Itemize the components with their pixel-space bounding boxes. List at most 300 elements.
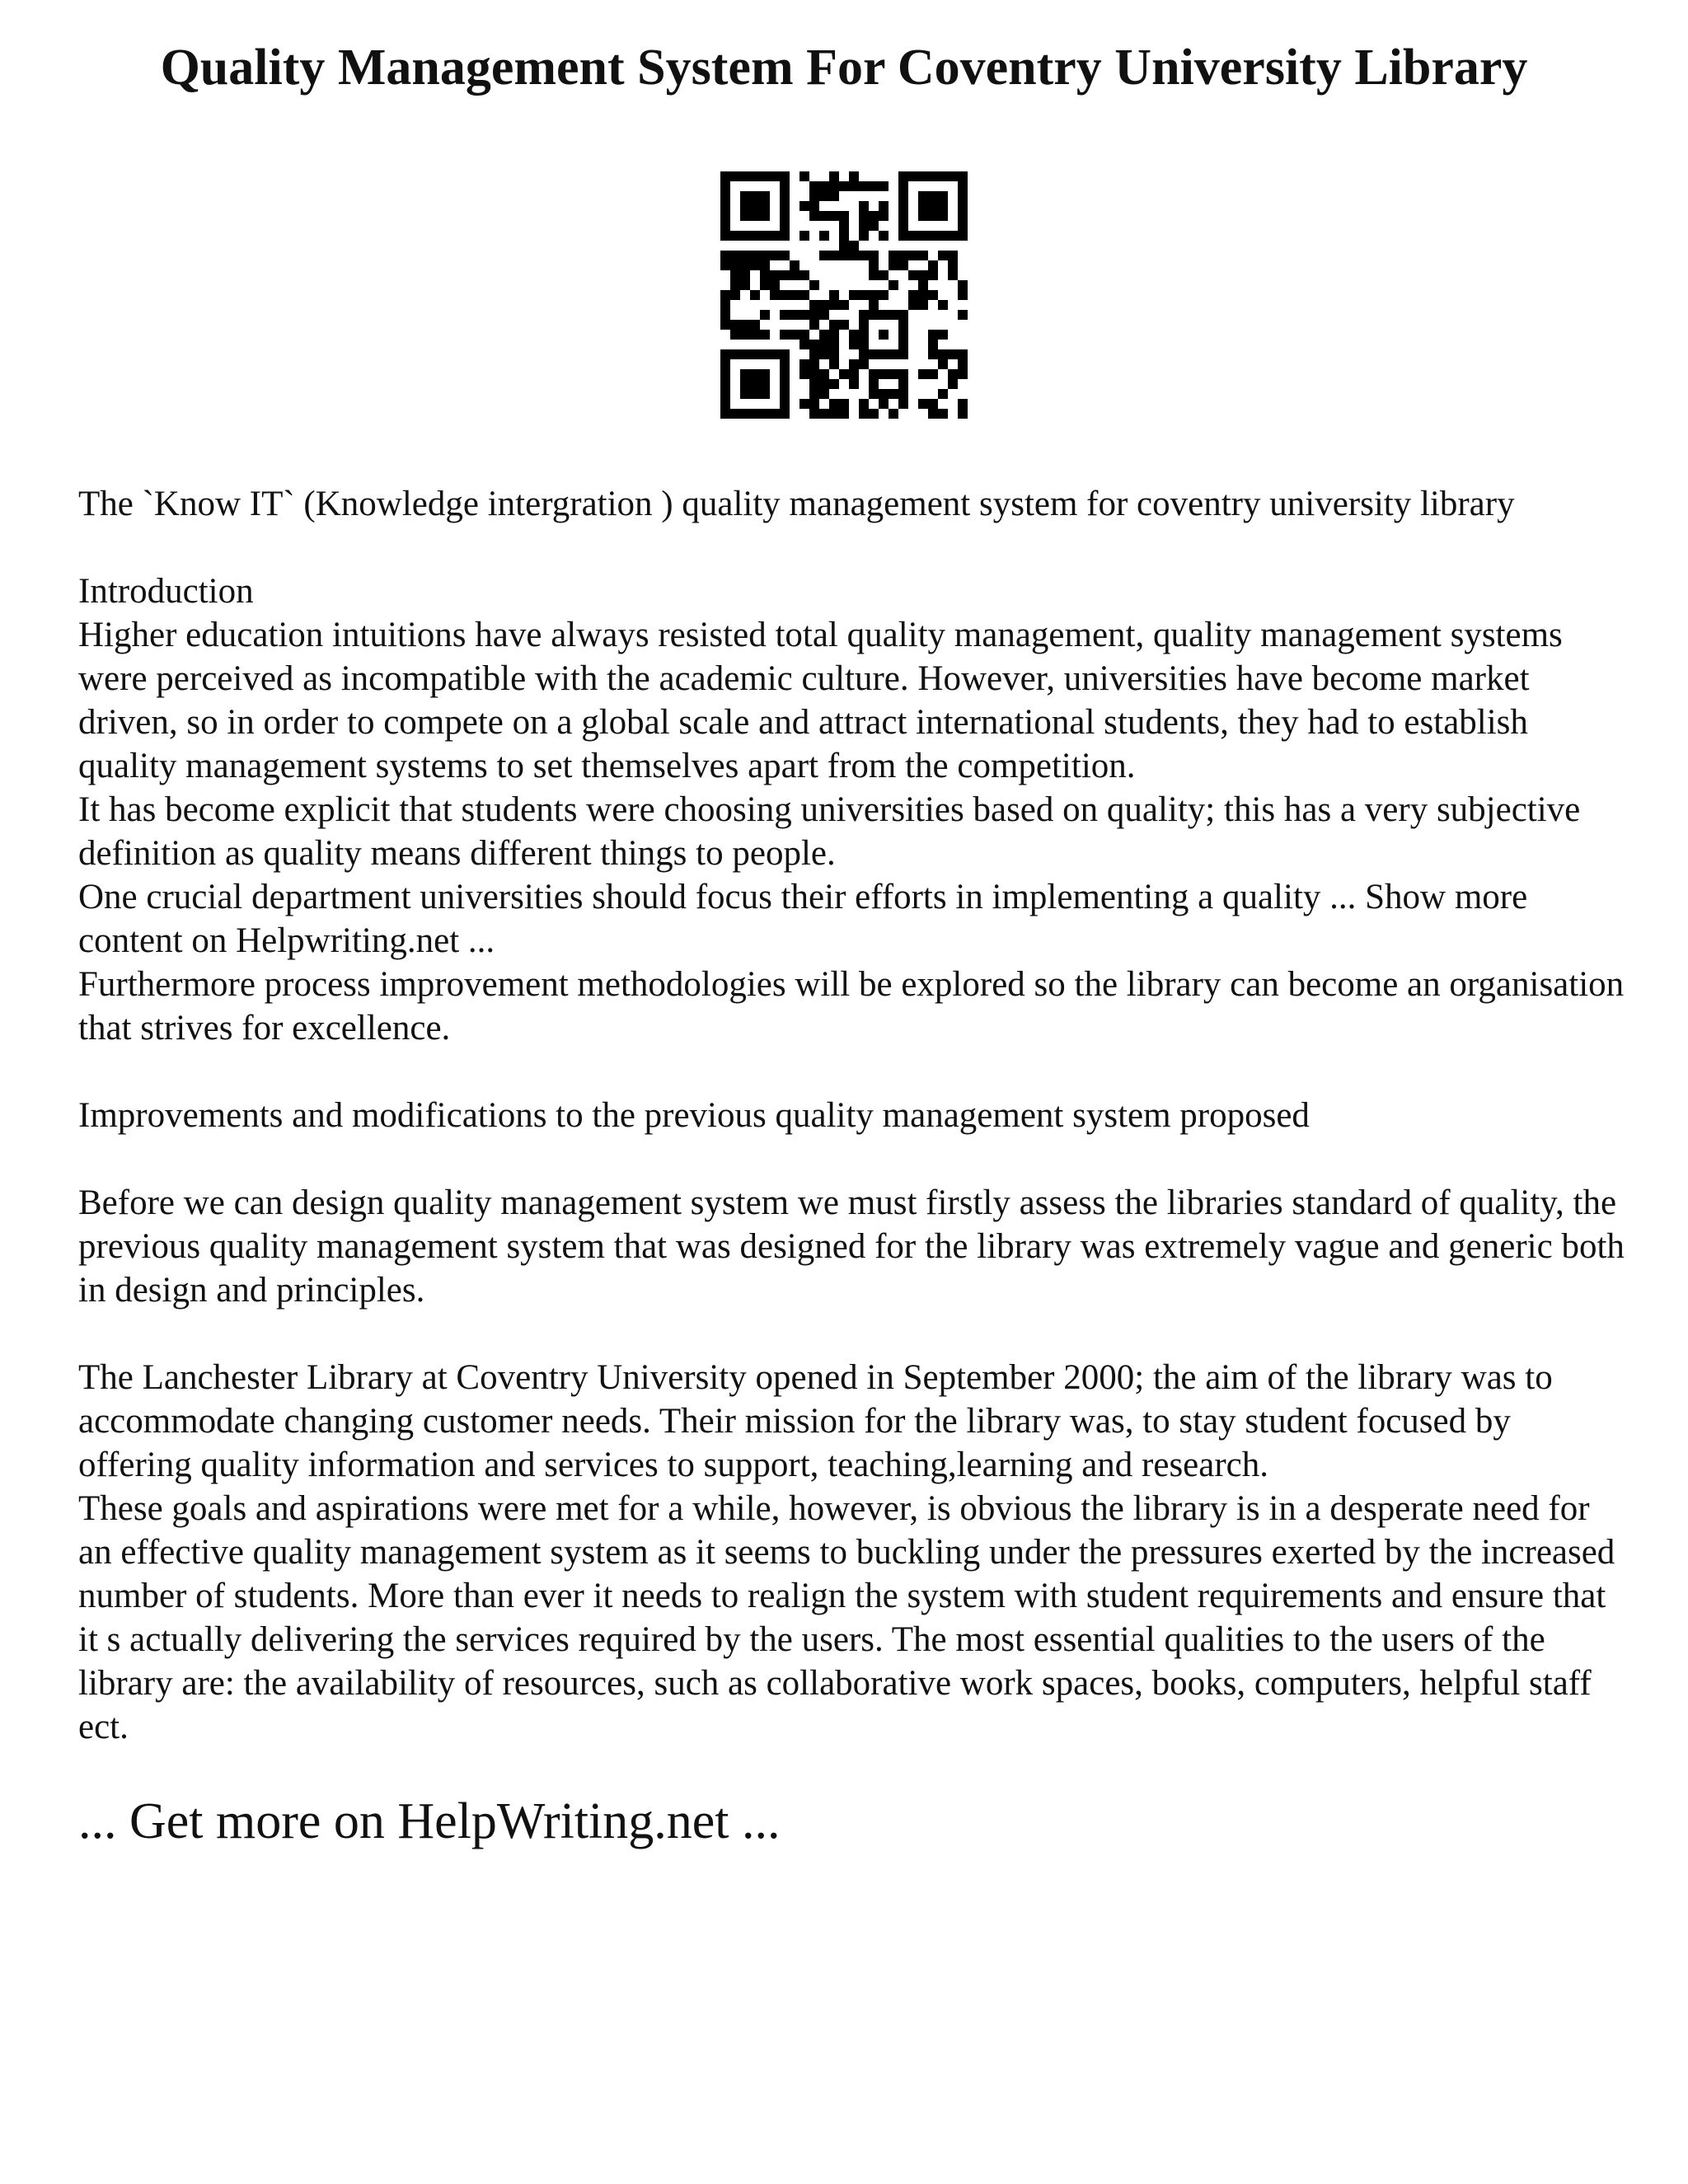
qr-module	[849, 369, 859, 379]
qr-module	[918, 300, 928, 310]
qr-module	[760, 260, 770, 270]
qr-module	[918, 251, 928, 260]
qr-module	[958, 181, 968, 191]
qr-module	[938, 201, 948, 211]
qr-module	[819, 379, 829, 389]
qr-module	[809, 389, 819, 399]
qr-module	[938, 389, 948, 399]
qr-module	[740, 270, 750, 280]
qr-module	[799, 310, 809, 320]
qr-module	[938, 300, 948, 310]
qr-module	[898, 201, 908, 211]
qr-module	[958, 171, 968, 181]
qr-module	[740, 349, 750, 359]
qr-module	[780, 181, 790, 191]
qr-module	[928, 211, 938, 221]
qr-module	[720, 251, 730, 260]
qr-module	[819, 409, 829, 419]
qr-module	[849, 290, 859, 300]
qr-module	[740, 280, 750, 290]
qr-module	[780, 221, 790, 231]
qr-module	[730, 270, 740, 280]
qr-module	[938, 191, 948, 201]
qr-module	[918, 270, 928, 280]
qr-module	[740, 389, 750, 399]
qr-module	[790, 290, 799, 300]
qr-module	[928, 369, 938, 379]
qr-module	[879, 369, 889, 379]
qr-module	[780, 379, 790, 389]
qr-module	[730, 280, 740, 290]
qr-module	[898, 171, 908, 181]
qr-module	[799, 369, 809, 379]
qr-module	[780, 409, 790, 419]
qr-module	[869, 369, 879, 379]
qr-module	[720, 300, 730, 310]
qr-module	[958, 231, 968, 241]
qr-module	[750, 231, 760, 241]
qr-module	[869, 300, 879, 310]
qr-module	[740, 260, 750, 270]
qr-module	[958, 221, 968, 231]
qr-module	[730, 171, 740, 181]
qr-module	[889, 260, 898, 270]
qr-module	[780, 389, 790, 399]
qr-module	[750, 251, 760, 260]
qr-module	[780, 349, 790, 359]
qr-module	[799, 340, 809, 349]
qr-module	[750, 349, 760, 359]
qr-module	[839, 409, 849, 419]
qr-module	[859, 330, 869, 340]
qr-module	[760, 330, 770, 340]
qr-module	[809, 349, 819, 359]
qr-module	[829, 399, 839, 409]
qr-module	[948, 349, 958, 359]
qr-module	[958, 399, 968, 409]
qr-module	[869, 211, 879, 221]
qr-code-icon	[720, 171, 968, 419]
qr-module	[780, 359, 790, 369]
qr-module	[918, 280, 928, 290]
qr-module	[740, 231, 750, 241]
qr-module	[780, 310, 790, 320]
qr-module	[928, 201, 938, 211]
qr-module	[958, 359, 968, 369]
qr-module	[918, 231, 928, 241]
qr-module	[839, 251, 849, 260]
qr-module	[859, 201, 869, 211]
qr-module	[760, 280, 770, 290]
qr-module	[750, 211, 760, 221]
qr-module	[879, 181, 889, 191]
qr-module	[790, 330, 799, 340]
qr-module	[809, 310, 819, 320]
qr-module	[859, 409, 869, 419]
qr-module	[740, 191, 750, 201]
qr-module	[879, 201, 889, 211]
qr-module	[928, 340, 938, 349]
qr-module	[898, 221, 908, 231]
qr-module	[819, 389, 829, 399]
qr-module	[928, 270, 938, 280]
qr-module	[859, 181, 869, 191]
qr-module	[948, 171, 958, 181]
qr-module	[720, 409, 730, 419]
qr-module	[898, 211, 908, 221]
qr-module	[889, 251, 898, 260]
qr-module	[928, 231, 938, 241]
qr-module	[859, 359, 869, 369]
qr-module	[780, 201, 790, 211]
qr-module	[889, 310, 898, 320]
qr-module	[898, 399, 908, 409]
qr-module	[898, 320, 908, 330]
qr-module	[948, 270, 958, 280]
qr-module	[740, 409, 750, 419]
body-paragraph: Before we can design quality management system we must firstly assess the libraries standard of quality, the previous quality management system that was designed for the library was extremely vague and generic both in design and principles.	[78, 1183, 1625, 1310]
qr-module	[809, 300, 819, 310]
qr-module	[750, 201, 760, 211]
qr-module	[770, 280, 780, 290]
qr-module	[740, 201, 750, 211]
qr-module	[819, 300, 829, 310]
qr-module	[770, 290, 780, 300]
qr-module	[809, 280, 819, 290]
qr-module	[819, 211, 829, 221]
qr-module	[809, 201, 819, 211]
qr-module	[918, 399, 928, 409]
subtitle-paragraph: The `Know IT` (Knowledge intergration ) quality management system for coventry university library	[78, 485, 1515, 523]
qr-module	[750, 191, 760, 201]
qr-module	[809, 340, 819, 349]
qr-module	[879, 330, 889, 340]
body-paragraph: It has become explicit that students were choosing universities based on quality; this has a very subjective definition as quality means different things to people.	[78, 790, 1581, 873]
qr-module	[720, 201, 730, 211]
qr-module	[740, 171, 750, 181]
qr-module	[928, 409, 938, 419]
qr-module	[730, 409, 740, 419]
qr-module	[898, 340, 908, 349]
qr-module	[859, 290, 869, 300]
qr-module	[790, 310, 799, 320]
qr-module	[780, 231, 790, 241]
qr-module	[839, 241, 849, 251]
qr-module	[720, 379, 730, 389]
qr-module	[730, 251, 740, 260]
qr-module	[799, 270, 809, 280]
qr-module	[760, 349, 770, 359]
qr-module	[948, 369, 958, 379]
qr-module	[958, 211, 968, 221]
qr-module	[898, 191, 908, 201]
qr-module	[720, 211, 730, 221]
qr-module	[809, 359, 819, 369]
qr-module	[898, 389, 908, 399]
qr-module	[720, 221, 730, 231]
qr-module	[928, 191, 938, 201]
qr-module	[720, 171, 730, 181]
qr-module	[750, 171, 760, 181]
qr-module	[750, 389, 760, 399]
qr-module	[898, 310, 908, 320]
qr-module	[740, 330, 750, 340]
qr-module	[809, 399, 819, 409]
qr-module	[869, 349, 879, 359]
qr-module	[938, 359, 948, 369]
qr-module	[829, 251, 839, 260]
qr-module	[819, 310, 829, 320]
qr-module	[849, 340, 859, 349]
qr-module	[869, 379, 879, 389]
qr-module	[720, 369, 730, 379]
qr-module	[938, 251, 948, 260]
qr-module	[799, 330, 809, 340]
qr-module	[829, 379, 839, 389]
qr-module	[760, 211, 770, 221]
qr-module	[938, 409, 948, 419]
qr-module	[859, 221, 869, 231]
qr-module	[889, 349, 898, 359]
qr-module	[859, 340, 869, 349]
qr-module	[770, 231, 780, 241]
body-paragraph: One crucial department universities should focus their efforts in implementing a quality ... Show more content on Helpwriting.net ...	[78, 878, 1528, 960]
qr-module	[958, 280, 968, 290]
qr-module	[809, 191, 819, 201]
qr-module	[898, 231, 908, 241]
qr-module	[770, 270, 780, 280]
qr-module	[908, 270, 918, 280]
qr-module	[898, 251, 908, 260]
qr-module	[938, 330, 948, 340]
qr-module	[730, 290, 740, 300]
qr-module	[829, 330, 839, 340]
section-heading-introduction: Introduction	[78, 572, 254, 611]
qr-module	[720, 290, 730, 300]
qr-module	[720, 389, 730, 399]
qr-module	[770, 171, 780, 181]
qr-module	[869, 389, 879, 399]
qr-module	[829, 320, 839, 330]
qr-module	[879, 389, 889, 399]
qr-module	[928, 171, 938, 181]
qr-module	[809, 369, 819, 379]
qr-module	[760, 409, 770, 419]
qr-module	[829, 181, 839, 191]
qr-module	[859, 310, 869, 320]
qr-module	[720, 231, 730, 241]
get-more-link[interactable]: ... Get more on HelpWriting.net ...	[78, 1793, 781, 1849]
qr-module	[770, 251, 780, 260]
qr-module	[829, 300, 839, 310]
qr-module	[898, 181, 908, 191]
qr-module	[928, 260, 938, 270]
qr-module	[958, 310, 968, 320]
qr-module	[740, 211, 750, 221]
qr-module	[879, 310, 889, 320]
qr-module	[869, 221, 879, 231]
qr-module	[740, 379, 750, 389]
qr-module	[918, 191, 928, 201]
qr-module	[849, 379, 859, 389]
qr-module	[948, 231, 958, 241]
qr-module	[780, 330, 790, 340]
qr-module	[829, 349, 839, 359]
qr-module	[790, 260, 799, 270]
body-paragraph: These goals and aspirations were met for a while, however, is obvious the library is in a desperate need for an effective quality management system as it seems to buckling under the pressures exerted by the increased number of students. More than ever it needs to realign the system with student requirements and ensure that it s actually delivering the services required by the users. The most essential qualities to the users of the library are: the availability of resources, such as collaborative work spaces, books, computers, helpful staff ect.	[78, 1489, 1615, 1746]
qr-module	[928, 290, 938, 300]
qr-module	[819, 181, 829, 191]
qr-module	[750, 330, 760, 340]
qr-module	[829, 359, 839, 369]
qr-module	[790, 270, 799, 280]
qr-module	[879, 231, 889, 241]
qr-module	[918, 201, 928, 211]
qr-module	[750, 409, 760, 419]
qr-module	[938, 171, 948, 181]
qr-module	[730, 330, 740, 340]
qr-module	[750, 369, 760, 379]
qr-module	[819, 340, 829, 349]
qr-module	[839, 320, 849, 330]
qr-module	[948, 260, 958, 270]
qr-module	[869, 270, 879, 280]
qr-module	[720, 310, 730, 320]
qr-module	[859, 231, 869, 241]
qr-module	[859, 349, 869, 359]
qr-module	[809, 379, 819, 389]
qr-module	[918, 369, 928, 379]
qr-module	[829, 290, 839, 300]
qr-module	[760, 191, 770, 201]
qr-module	[869, 181, 879, 191]
qr-module	[938, 349, 948, 359]
qr-module	[750, 260, 760, 270]
qr-module	[760, 369, 770, 379]
qr-module	[780, 211, 790, 221]
qr-module	[849, 330, 859, 340]
qr-module	[760, 270, 770, 280]
qr-module	[839, 300, 849, 310]
document-body	[78, 482, 1628, 1749]
qr-module	[898, 349, 908, 359]
qr-module	[948, 379, 958, 389]
qr-module	[889, 389, 898, 399]
qr-module	[908, 231, 918, 241]
qr-module	[928, 330, 938, 340]
qr-module	[799, 201, 809, 211]
body-paragraph: The Lanchester Library at Coventry University opened in September 2000; the aim of the library was to accommodate changing customer needs. Their mission for the library was, to stay student focused by offering quality information and services to support, teaching,learning and research.	[78, 1358, 1553, 1484]
qr-module	[799, 231, 809, 241]
qr-module	[958, 349, 968, 359]
qr-module	[889, 369, 898, 379]
qr-module	[819, 349, 829, 359]
qr-module	[809, 409, 819, 419]
qr-module	[859, 399, 869, 409]
qr-module	[720, 399, 730, 409]
qr-module	[730, 231, 740, 241]
qr-module	[908, 251, 918, 260]
qr-module	[750, 379, 760, 389]
qr-module	[720, 359, 730, 369]
qr-module	[889, 280, 898, 290]
qr-module	[809, 181, 819, 191]
qr-module	[869, 409, 879, 419]
qr-module	[829, 340, 839, 349]
qr-module	[720, 191, 730, 201]
qr-module	[829, 191, 839, 201]
qr-module	[859, 320, 869, 330]
qr-module	[760, 389, 770, 399]
qr-module	[799, 171, 809, 181]
qr-module	[879, 211, 889, 221]
qr-module	[869, 251, 879, 260]
qr-module	[958, 409, 968, 419]
qr-module	[839, 369, 849, 379]
qr-module	[819, 330, 829, 340]
qr-module	[839, 221, 849, 231]
qr-module	[849, 181, 859, 191]
qr-module	[809, 211, 819, 221]
qr-module	[958, 191, 968, 201]
qr-module	[849, 171, 859, 181]
qr-module	[720, 181, 730, 191]
qr-module	[898, 369, 908, 379]
qr-module	[908, 300, 918, 310]
qr-module	[918, 171, 928, 181]
qr-module	[958, 369, 968, 379]
qr-module	[799, 290, 809, 300]
body-paragraph: Furthermore process improvement methodologies will be explored so the library can become an organisation that strives for excellence.	[78, 965, 1625, 1047]
qr-module	[938, 211, 948, 221]
qr-module	[740, 251, 750, 260]
qr-module	[730, 349, 740, 359]
qr-module	[819, 251, 829, 260]
qr-module	[780, 399, 790, 409]
qr-module	[849, 241, 859, 251]
qr-module	[839, 211, 849, 221]
qr-module	[799, 399, 809, 409]
qr-module	[730, 320, 740, 330]
qr-module	[849, 359, 859, 369]
qr-module	[839, 181, 849, 191]
qr-module	[908, 290, 918, 300]
qr-module	[780, 369, 790, 379]
qr-module	[879, 399, 889, 409]
qr-module	[799, 359, 809, 369]
section-heading-improvements: Improvements and modifications to the previous quality management system proposed	[78, 1096, 1310, 1135]
qr-module	[928, 399, 938, 409]
qr-module	[829, 409, 839, 419]
qr-module	[958, 201, 968, 211]
qr-module	[770, 349, 780, 359]
qr-module	[770, 409, 780, 419]
qr-module	[898, 260, 908, 270]
qr-module	[819, 191, 829, 201]
qr-module	[760, 231, 770, 241]
qr-module	[958, 290, 968, 300]
qr-module	[859, 251, 869, 260]
qr-module	[720, 320, 730, 330]
qr-module	[760, 251, 770, 260]
qr-module	[898, 330, 908, 340]
qr-module	[829, 211, 839, 221]
qr-module	[879, 270, 889, 280]
qr-module	[829, 171, 839, 181]
qr-module	[918, 290, 928, 300]
qr-module	[869, 260, 879, 270]
qr-module	[879, 290, 889, 300]
